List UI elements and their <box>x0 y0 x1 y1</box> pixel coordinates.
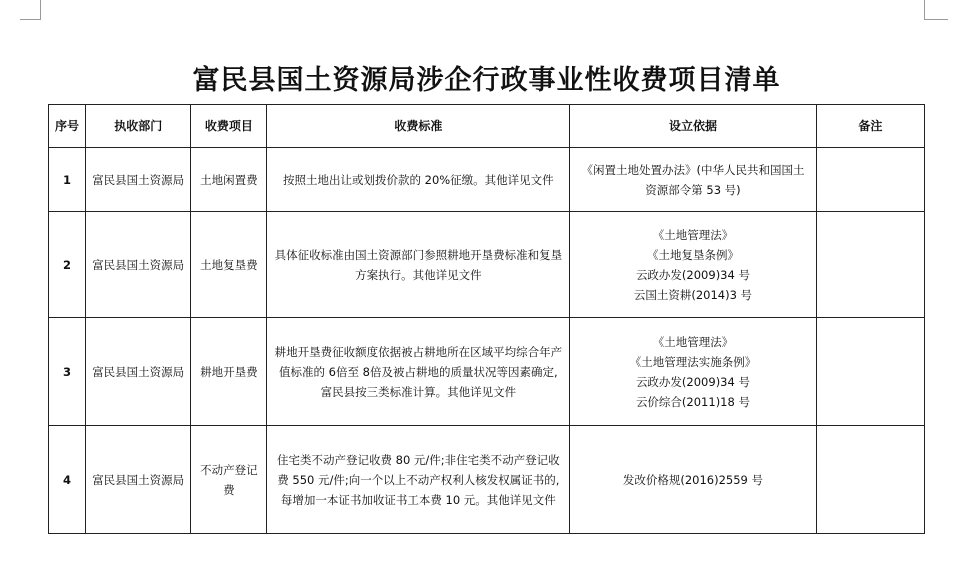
margin-mark-top-left-vertical <box>40 0 41 20</box>
basis-line: 云国土资耕(2014)3 号 <box>633 287 753 302</box>
basis-line: 云价综合(2011)18 号 <box>635 394 750 409</box>
margin-mark-top-right-vertical <box>924 0 925 20</box>
row-standard: 住宅类不动产登记收费 80 元/件;非住宅类不动产登记收费 550 元/件;向一个以上不动产权利人核发权属证书的,每增加一本证书加收证书工本费 10 元。其他详见文件 <box>267 426 570 534</box>
table-row <box>49 318 925 426</box>
row-item: 耕地开垦费 <box>191 318 267 426</box>
row-note <box>816 426 924 534</box>
row-department: 富民县国土资源局 <box>86 318 191 426</box>
row-index: 2 <box>49 212 86 318</box>
basis-line: 《土地管理法》 <box>652 334 734 349</box>
header-item: 收费项目 <box>191 105 267 148</box>
row-item: 不动产登记费 <box>191 426 267 534</box>
document-header <box>48 20 925 104</box>
row-standard: 耕地开垦费征收额度依据被占耕地所在区域平均综合年产值标准的 6倍至 8倍及被占耕地的质量状况等因素确定,富民县按三类标准计算。其他详见文件 <box>267 318 570 426</box>
row-standard: 具体征收标准由国土资源部门参照耕地开垦费标准和复垦方案执行。其他详见文件 <box>267 212 570 318</box>
row-index: 3 <box>49 318 86 426</box>
basis-line: 《闲置土地处置办法》(中华人民共和国国土资源部令第 53 号) <box>581 162 805 197</box>
header-note: 备注 <box>816 105 924 148</box>
row-item: 土地闲置费 <box>191 148 267 212</box>
document-title: 富民县国土资源局涉企行政事业性收费项目清单 <box>192 65 781 96</box>
basis-line: 发改价格规(2016)2559 号 <box>622 472 764 487</box>
basis-line: 《土地复垦条例》 <box>646 247 739 262</box>
row-basis <box>570 318 817 426</box>
basis-line: 云政办发(2009)34 号 <box>635 374 750 389</box>
row-index: 4 <box>49 426 86 534</box>
row-index: 1 <box>49 148 86 212</box>
margin-mark-top-right-horizontal <box>924 19 948 20</box>
row-standard: 按照土地出让或划拨价款的 20%征缴。其他详见文件 <box>267 148 570 212</box>
margin-mark-top-left-horizontal <box>20 19 41 20</box>
table-header-row <box>49 105 925 148</box>
row-note <box>816 318 924 426</box>
row-basis <box>570 148 817 212</box>
row-basis <box>570 426 817 534</box>
row-note <box>816 148 924 212</box>
header-department: 执收部门 <box>86 105 191 148</box>
fee-table <box>48 104 925 534</box>
basis-line: 《土地管理法实施条例》 <box>629 354 757 369</box>
row-department: 富民县国土资源局 <box>86 426 191 534</box>
table-row <box>49 212 925 318</box>
row-department: 富民县国土资源局 <box>86 148 191 212</box>
basis-line: 云政办发(2009)34 号 <box>635 267 750 282</box>
table-row <box>49 148 925 212</box>
basis-line: 《土地管理法》 <box>652 227 734 242</box>
table-row <box>49 426 925 534</box>
row-department: 富民县国土资源局 <box>86 212 191 318</box>
header-index: 序号 <box>49 105 86 148</box>
header-basis: 设立依据 <box>570 105 817 148</box>
row-note <box>816 212 924 318</box>
row-basis <box>570 212 817 318</box>
row-item: 土地复垦费 <box>191 212 267 318</box>
header-standard: 收费标准 <box>267 105 570 148</box>
